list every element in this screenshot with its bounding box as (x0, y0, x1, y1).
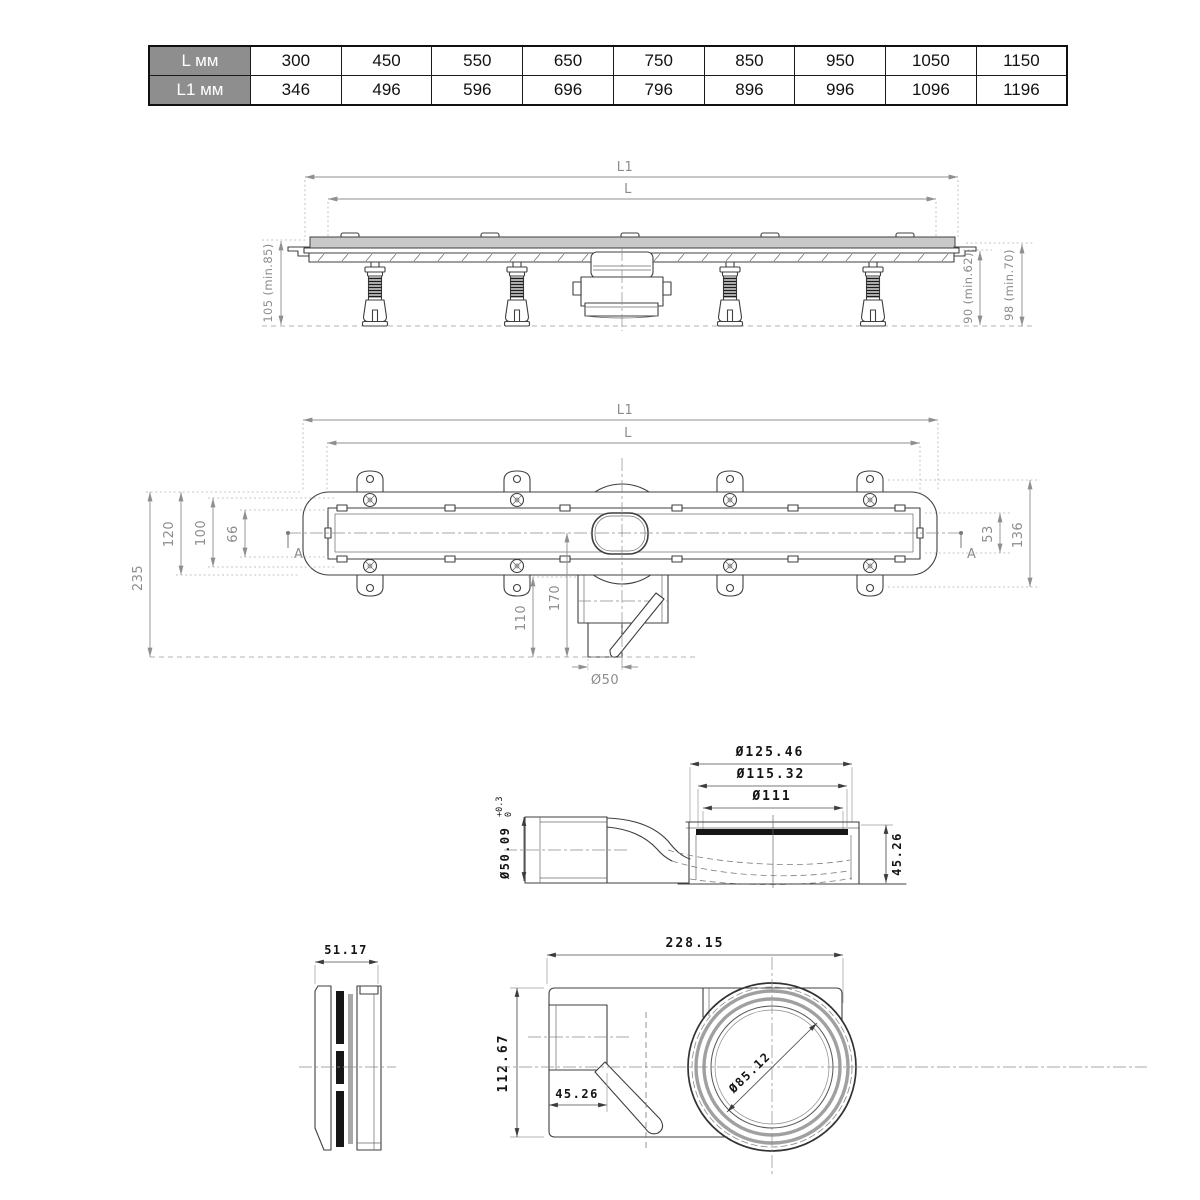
section-a-right: A (967, 547, 977, 562)
section-dim-d125-label: Ø125.46 (735, 745, 805, 760)
grate-bar (310, 237, 955, 248)
section-dim-45-label: 45.26 (890, 832, 904, 876)
plan-dim-120-label: 120 (162, 520, 177, 548)
adjustable-foot (861, 262, 886, 326)
table-cell: 1196 (976, 76, 1067, 106)
table-cell: 596 (432, 76, 523, 106)
section-dim-d115-label: Ø115.32 (736, 767, 806, 782)
front-dim-105-label: 105 (min.85) (261, 243, 275, 323)
table-header-l1: L1 мм (149, 76, 251, 106)
table-cell: 696 (523, 76, 614, 106)
top-dim-228-label: 228.15 (665, 936, 725, 951)
table-cell: 1096 (886, 76, 977, 106)
plan-dim-170-label: 170 (548, 584, 563, 612)
siphon-housing-plan (578, 566, 668, 657)
trap-body-section (607, 815, 906, 888)
plan-dim-235-label: 235 (131, 564, 146, 592)
plan-dim-l1-label: L1 (616, 403, 634, 418)
adjustable-foot (505, 262, 530, 326)
plan-dim-136-label: 136 (1011, 521, 1026, 549)
section-a-left: A (294, 547, 304, 562)
table-cell: 996 (795, 76, 886, 106)
table-cell: 550 (432, 46, 523, 76)
table-header-l: L мм (149, 46, 251, 76)
flange-profile (299, 986, 396, 1150)
table-cell: 896 (704, 76, 795, 106)
siphon-side-view (299, 943, 396, 1150)
siphon-section-view (495, 745, 906, 888)
table-cell: 650 (523, 46, 614, 76)
section-dim-d111-label: Ø111 (752, 789, 792, 804)
plan-dim-d50-label: Ø50 (590, 673, 620, 688)
siphon-top-view (496, 936, 1147, 1176)
table-cell: 950 (795, 46, 886, 76)
table-cell: 850 (704, 46, 795, 76)
adjustable-foot (363, 262, 388, 326)
section-dim-d50-tol-lower: 0 (504, 811, 514, 817)
table-cell: 750 (613, 46, 704, 76)
plan-dim-l-label: L (624, 426, 632, 441)
gasket-band (336, 991, 344, 1147)
plan-dim-66-label: 66 (226, 525, 241, 543)
table-cell: 300 (251, 46, 342, 76)
plan-dim-53-label: 53 (981, 525, 996, 543)
front-elevation-view (261, 160, 1035, 331)
table-cell: 450 (341, 46, 432, 76)
front-dim-l1-label: L1 (616, 160, 634, 175)
gasket-seal (696, 829, 848, 835)
plan-view (131, 403, 1040, 688)
front-dim-90-label: 90 (min.62) (961, 252, 975, 324)
table-cell: 1150 (976, 46, 1067, 76)
plan-dim-100-label: 100 (194, 519, 209, 547)
section-marker-right (959, 531, 976, 562)
top-dim-d85-label: Ø85.12 (726, 1049, 774, 1096)
adjustable-foot (718, 262, 743, 326)
section-dim-d50-tol-upper: +0.3 (495, 796, 505, 817)
front-dim-l-label: L (624, 182, 632, 197)
table-cell: 1050 (886, 46, 977, 76)
front-dim-98-label: 98 (min.70) (1002, 249, 1016, 321)
table-cell: 496 (341, 76, 432, 106)
table-cell: 346 (251, 76, 342, 106)
top-dim-112-label: 112.67 (496, 1033, 511, 1093)
side-dim-51-label: 51.17 (324, 943, 368, 957)
section-dim-d50-label: Ø50.09 (498, 826, 512, 879)
clamp-handle-top (595, 1062, 663, 1134)
drain-oval (592, 513, 648, 554)
table-cell: 796 (613, 76, 704, 106)
top-dim-45-label: 45.26 (555, 1087, 599, 1101)
plan-dim-110-label: 110 (514, 604, 529, 632)
